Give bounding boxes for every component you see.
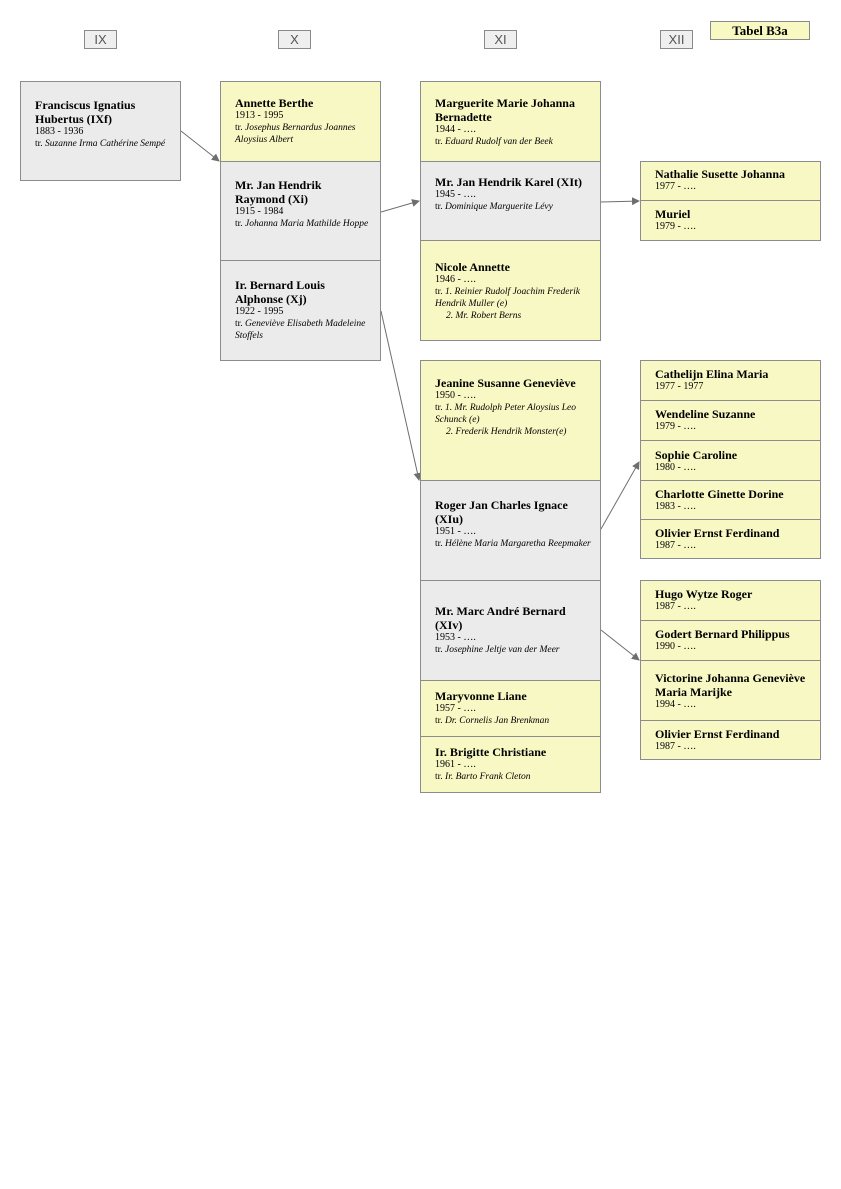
- person-name: Sophie Caroline: [655, 448, 738, 462]
- person-dates: 1950 - ….: [435, 390, 476, 401]
- connector-janhendrik-to-children: [381, 201, 419, 212]
- person-dates: 1990 - ….: [655, 641, 696, 652]
- person-name: Maryvonne Liane: [435, 689, 527, 703]
- person-dates: 1944 - ….: [435, 124, 476, 135]
- table-label: Tabel B3a: [710, 21, 810, 40]
- person-spouse: tr. Eduard Rudolf van der Beek: [435, 137, 553, 147]
- person-box-olivier-2[interactable]: [640, 720, 821, 760]
- person-box-cathelijn[interactable]: [640, 360, 821, 401]
- person-box-janhendrik[interactable]: [220, 161, 381, 261]
- person-spouse: tr. Suzanne Irma Cathérine Sempé: [35, 139, 166, 149]
- person-dates: 1946 - ….: [435, 274, 476, 285]
- person-box-nicole[interactable]: [420, 240, 601, 341]
- person-dates: 1979 - ….: [655, 421, 696, 432]
- person-name: Hugo Wytze Roger: [655, 587, 753, 601]
- generation-label-x: X: [278, 30, 311, 49]
- person-name: Annette Berthe: [235, 96, 314, 110]
- person-dates: 1953 - ….: [435, 632, 476, 643]
- person-name: Cathelijn Elina Maria: [655, 367, 769, 381]
- person-dates: 1883 - 1936: [35, 126, 84, 137]
- person-dates: 1980 - ….: [655, 462, 696, 473]
- person-dates: 1913 - 1995: [235, 110, 284, 121]
- connector-bernard-to-children: [381, 311, 419, 480]
- person-name: Marguerite Marie Johanna Bernadette: [435, 96, 575, 124]
- person-name: Wendeline Suzanne: [655, 407, 756, 421]
- person-spouse: tr. Josephus Bernardus Joannes Aloysius Albert: [235, 123, 356, 145]
- person-name: Olivier Ernst Ferdinand: [655, 727, 780, 741]
- person-spouse: tr. 1. Mr. Rudolph Peter Aloysius Leo Schunck (e): [435, 403, 576, 425]
- person-box-victorine[interactable]: [640, 660, 821, 721]
- person-name: Godert Bernard Philippus: [655, 627, 790, 641]
- person-dates: 1983 - ….: [655, 501, 696, 512]
- person-name: Roger Jan Charles Ignace (XIu): [435, 498, 568, 526]
- person-spouse: tr. Dominique Marguerite Lévy: [435, 202, 553, 212]
- person-dates: 1987 - ….: [655, 741, 696, 752]
- person-dates: 1915 - 1984: [235, 206, 284, 217]
- person-box-jeanine[interactable]: [420, 360, 601, 481]
- person-dates: 1987 - ….: [655, 540, 696, 551]
- person-dates: 1951 - ….: [435, 526, 476, 537]
- person-dates: 1961 - ….: [435, 759, 476, 770]
- person-name: Nicole Annette: [435, 260, 510, 274]
- person-name: Victorine Johanna Geneviève Maria Marijke: [655, 671, 806, 699]
- person-spouse: tr. Josephine Jeltje van der Meer: [435, 645, 560, 655]
- person-box-jhkarel[interactable]: [420, 161, 601, 241]
- person-box-franciscus[interactable]: [20, 81, 181, 181]
- person-box-olivier-1[interactable]: [640, 519, 821, 559]
- person-box-hugo[interactable]: [640, 580, 821, 621]
- person-name: Mr. Jan Hendrik Raymond (Xi): [235, 178, 322, 206]
- person-dates: 1922 - 1995: [235, 306, 284, 317]
- person-dates: 1994 - ….: [655, 699, 696, 710]
- person-dates: 1987 - ….: [655, 601, 696, 612]
- person-box-marguerite[interactable]: [420, 81, 601, 162]
- person-box-bernard[interactable]: [220, 260, 381, 361]
- person-box-annette[interactable]: [220, 81, 381, 162]
- connector-roger-to-children: [601, 462, 639, 529]
- person-name: Mr. Marc André Bernard (XIv): [435, 604, 566, 632]
- connector-franciscus-to-children: [181, 131, 219, 161]
- person-box-marc[interactable]: [420, 580, 601, 681]
- person-box-muriel[interactable]: [640, 200, 821, 241]
- person-spouse: tr. Johanna Maria Mathilde Hoppe: [235, 219, 369, 229]
- person-dates: 1945 - ….: [435, 189, 476, 200]
- generation-label-ix: IX: [84, 30, 117, 49]
- person-dates: 1977 - 1977: [655, 381, 704, 392]
- person-name: Muriel: [655, 207, 691, 221]
- generation-label-xi: XI: [484, 30, 517, 49]
- generation-label-xii: XII: [660, 30, 693, 49]
- person-box-sophie[interactable]: [640, 440, 821, 481]
- person-name: Charlotte Ginette Dorine: [655, 487, 784, 501]
- person-spouse: tr. 1. Reinier Rudolf Joachim Frederik Hendrik Muller (e): [435, 287, 581, 309]
- person-name: Jeanine Susanne Geneviève: [435, 376, 576, 390]
- person-dates: 1979 - ….: [655, 221, 696, 232]
- person-name: Ir. Bernard Louis Alphonse (Xj): [235, 278, 325, 306]
- person-name: Nathalie Susette Johanna: [655, 167, 786, 181]
- person-dates: 1957 - ….: [435, 703, 476, 714]
- connector-marc-to-children: [601, 630, 639, 660]
- person-spouse: tr. Hélène Maria Margaretha Reepmaker: [435, 539, 591, 549]
- person-spouse-second: 2. Mr. Robert Berns: [446, 311, 522, 321]
- person-box-nathalie[interactable]: [640, 161, 821, 201]
- person-name: Olivier Ernst Ferdinand: [655, 526, 780, 540]
- person-spouse: tr. Geneviève Elisabeth Madeleine Stoffels: [235, 319, 366, 341]
- person-spouse: tr. Dr. Cornelis Jan Brenkman: [435, 716, 550, 726]
- person-spouse-second: 2. Frederik Hendrik Monster(e): [446, 427, 567, 437]
- person-name: Franciscus Ignatius Hubertus (IXf): [35, 98, 136, 126]
- person-name: Mr. Jan Hendrik Karel (XIt): [435, 175, 582, 189]
- person-box-roger[interactable]: [420, 480, 601, 581]
- person-box-maryvonne[interactable]: [420, 680, 601, 737]
- person-box-brigitte[interactable]: [420, 736, 601, 793]
- person-box-charlotte[interactable]: [640, 480, 821, 520]
- connector-jhkarel-to-children: [601, 201, 639, 202]
- person-spouse: tr. Ir. Barto Frank Cleton: [435, 772, 531, 782]
- person-dates: 1977 - ….: [655, 181, 696, 192]
- person-name: Ir. Brigitte Christiane: [435, 745, 547, 759]
- person-box-godert[interactable]: [640, 620, 821, 661]
- person-box-wendeline[interactable]: [640, 400, 821, 441]
